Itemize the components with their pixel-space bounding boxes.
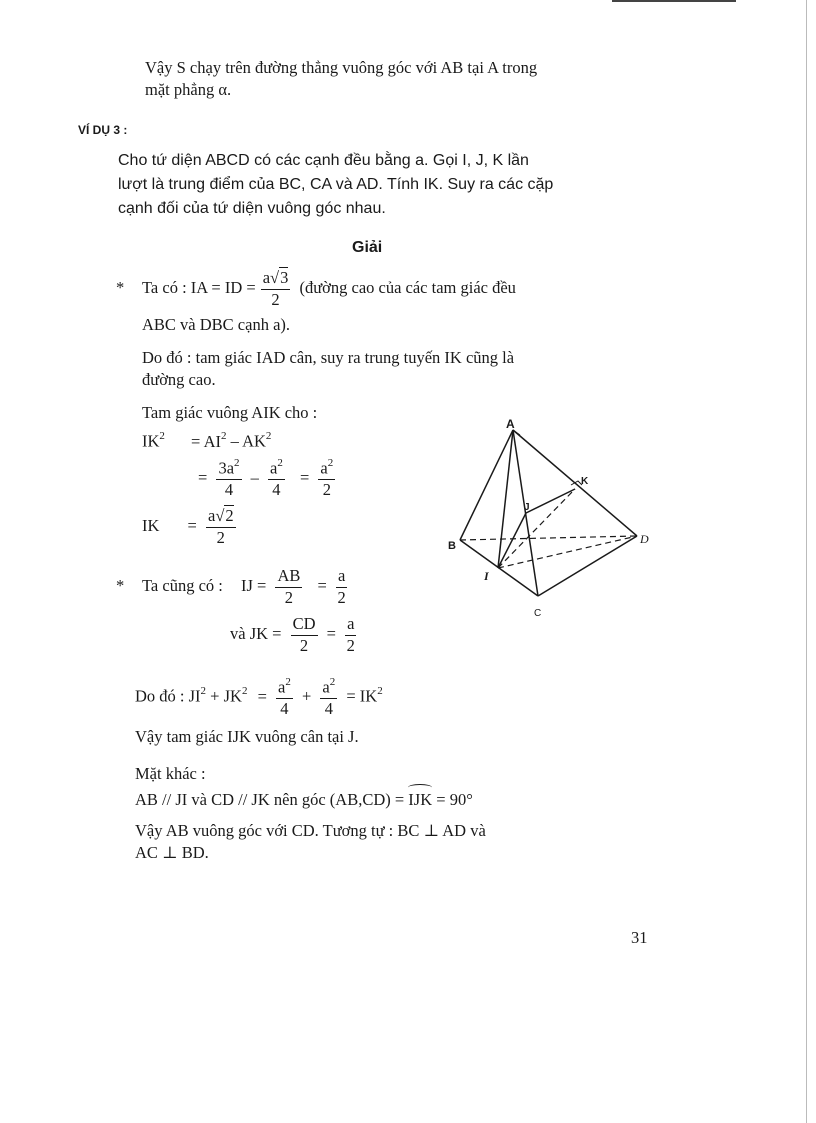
eq2-f3-num: a bbox=[320, 458, 328, 478]
equation-3 bbox=[142, 500, 241, 552]
s4-a-den: 2 bbox=[337, 587, 346, 607]
problem-line-1: Cho tứ diện ABCD có các cạnh đều bằng a. Gọi I, J, K lần bbox=[118, 152, 529, 169]
statement-1-line-2: ABC và DBC cạnh a). bbox=[142, 315, 291, 334]
eq2-fraction-2 bbox=[268, 459, 285, 499]
eq2-equals: = bbox=[198, 468, 208, 487]
edge-bd-hidden bbox=[460, 536, 637, 540]
eq2-fraction-3 bbox=[318, 459, 335, 499]
statement-4 bbox=[142, 560, 352, 612]
top-rule bbox=[612, 0, 736, 2]
s9-value: = 90° bbox=[436, 790, 473, 809]
statement-7: Vậy tam giác IJK vuông cân tại J. bbox=[135, 727, 359, 746]
bullet-1: * bbox=[116, 278, 125, 297]
s6-prefix: Do đó : JI bbox=[135, 686, 201, 706]
s6-f1-den: 4 bbox=[280, 698, 289, 718]
statement-3: Tam giác vuông AIK cho : bbox=[142, 403, 318, 422]
eq3-den: 2 bbox=[216, 527, 225, 547]
eq3-fraction: $\frac{a√2}{2}$ bbox=[207, 506, 234, 547]
tetrahedron-figure bbox=[440, 418, 670, 628]
segment-id-hidden bbox=[498, 536, 637, 568]
eq1-ak-sq: 2 bbox=[265, 430, 272, 442]
eq2-f1-den: 4 bbox=[224, 480, 234, 500]
equation-1 bbox=[142, 427, 271, 452]
s5-equals: = bbox=[326, 624, 336, 643]
label-d: D bbox=[640, 532, 649, 546]
s9-prefix: AB // JI và CD // JK nên góc (AB,CD) = bbox=[135, 790, 405, 809]
label-k: K bbox=[581, 476, 589, 487]
label-c: C bbox=[534, 608, 542, 619]
s4-ij: IJ = bbox=[240, 576, 267, 595]
eq1-lhs-sq: 2 bbox=[159, 430, 165, 442]
label-j: J bbox=[524, 502, 530, 513]
eq1-lhs: IK bbox=[142, 431, 160, 451]
eq2-f1-sq: 2 bbox=[234, 457, 240, 470]
problem-line-2: lượt là trung điểm của BC, CA và AD. Tính IK. Suy ra các cặp bbox=[118, 176, 554, 193]
s1-fraction: $\frac{a√3}{2}$ bbox=[262, 268, 289, 309]
statement-2-line-1: Do đó : tam giác IAD cân, suy ra trung tuyến IK cũng là bbox=[142, 348, 515, 367]
eq1-ai: = AI bbox=[191, 431, 221, 451]
example-label: VÍ DỤ 3 : bbox=[78, 123, 128, 137]
statement-10-line-1: Vậy AB vuông góc với CD. Tương tự : BC ⊥ AD và bbox=[135, 821, 486, 840]
statement-10-line-2: AC ⊥ BD. bbox=[135, 843, 209, 862]
statement-5 bbox=[230, 608, 361, 660]
edge-cd bbox=[538, 536, 637, 596]
s1-den: 2 bbox=[271, 289, 280, 309]
page-edge bbox=[806, 0, 807, 1123]
s4-ab-num: AB bbox=[275, 568, 302, 588]
s6-rhs-sq: 2 bbox=[377, 685, 383, 697]
s4-equals: = bbox=[317, 576, 327, 595]
s6-fraction-2 bbox=[320, 675, 337, 718]
problem-line-3: cạnh đối của tứ diện vuông góc nhau. bbox=[118, 200, 386, 217]
eq3-equals: = bbox=[187, 516, 197, 535]
eq1-ak: – AK bbox=[226, 431, 266, 451]
angle-ijk: IJK bbox=[408, 790, 433, 809]
statement-9 bbox=[135, 790, 473, 810]
s6-f2-sq: 2 bbox=[329, 675, 336, 688]
s6-ji-sq: 2 bbox=[200, 685, 207, 697]
s4-prefix: Ta cũng có : bbox=[142, 576, 223, 595]
s6-jk: + JK bbox=[206, 686, 242, 706]
statement-2-line-2: đường cao. bbox=[142, 370, 216, 389]
s4-ab-den: 2 bbox=[284, 587, 294, 607]
s4-fraction-ab bbox=[275, 568, 302, 606]
s6-f1-num: a bbox=[278, 677, 286, 697]
s6-f2-num: a bbox=[322, 677, 330, 697]
eq3-num-sqrt: 2 bbox=[225, 506, 234, 526]
s5-cd-den: 2 bbox=[299, 635, 309, 655]
s5-a-num: a bbox=[345, 616, 356, 636]
s5-fraction-cd bbox=[291, 616, 318, 654]
s1-num-sqrt: 3 bbox=[280, 268, 289, 288]
eq2-f2-sq: 2 bbox=[277, 457, 283, 470]
eq2-minus: – bbox=[250, 468, 259, 487]
s6-f1-sq: 2 bbox=[285, 675, 291, 688]
intro-line-2: mặt phẳng α. bbox=[145, 80, 232, 99]
s4-fraction-a bbox=[336, 568, 347, 606]
s6-jk-sq: 2 bbox=[241, 685, 248, 697]
s6-f2-den: 4 bbox=[324, 698, 333, 718]
segment-ik-hidden bbox=[498, 489, 575, 568]
equation-2 bbox=[198, 452, 340, 504]
label-a: A bbox=[506, 418, 515, 431]
eq2-f2-num: a bbox=[270, 458, 278, 478]
intro-line-1: Vậy S chạy trên đường thẳng vuông góc với AB tại A trong bbox=[145, 58, 538, 77]
s4-a-num: a bbox=[336, 568, 347, 588]
segment-jk bbox=[526, 489, 575, 513]
eq2-f2-den: 4 bbox=[272, 480, 281, 500]
s5-cd-num: CD bbox=[291, 616, 318, 636]
s6-fraction-1 bbox=[276, 675, 293, 718]
s6-rhs: = IK bbox=[346, 686, 378, 706]
label-b: B bbox=[448, 540, 456, 552]
eq2-f1-num: 3a bbox=[218, 458, 235, 478]
s6-equals: = bbox=[257, 686, 267, 706]
eq2-fraction-1 bbox=[216, 459, 241, 499]
s1-prefix: Ta có : IA = ID = bbox=[142, 278, 256, 297]
statement-6 bbox=[135, 666, 383, 723]
label-i: I bbox=[484, 569, 489, 583]
segment-ai bbox=[498, 430, 513, 568]
eq3-lhs: IK bbox=[142, 516, 160, 535]
s5-prefix: và JK = bbox=[230, 624, 282, 643]
page-number: 31 bbox=[631, 928, 648, 947]
segment-ij bbox=[498, 513, 526, 568]
edge-ab bbox=[460, 430, 513, 540]
s5-fraction-a bbox=[345, 616, 356, 654]
eq3-num-a: a bbox=[207, 506, 216, 526]
eq2-f3-sq: 2 bbox=[327, 457, 334, 470]
eq2-equals-2: = bbox=[299, 468, 310, 487]
s1-suffix: (đường cao của các tam giác đều bbox=[299, 278, 516, 297]
s6-plus: + bbox=[301, 686, 312, 706]
statement-8: Mặt khác : bbox=[135, 764, 206, 783]
s1-num-a: a bbox=[262, 268, 271, 288]
s5-a-den: 2 bbox=[346, 635, 355, 655]
statement-1 bbox=[142, 262, 516, 314]
eq1-ai-sq: 2 bbox=[220, 430, 227, 442]
eq2-f3-den: 2 bbox=[322, 480, 331, 500]
solution-heading: Giải bbox=[352, 239, 383, 256]
bullet-2: * bbox=[116, 576, 125, 595]
